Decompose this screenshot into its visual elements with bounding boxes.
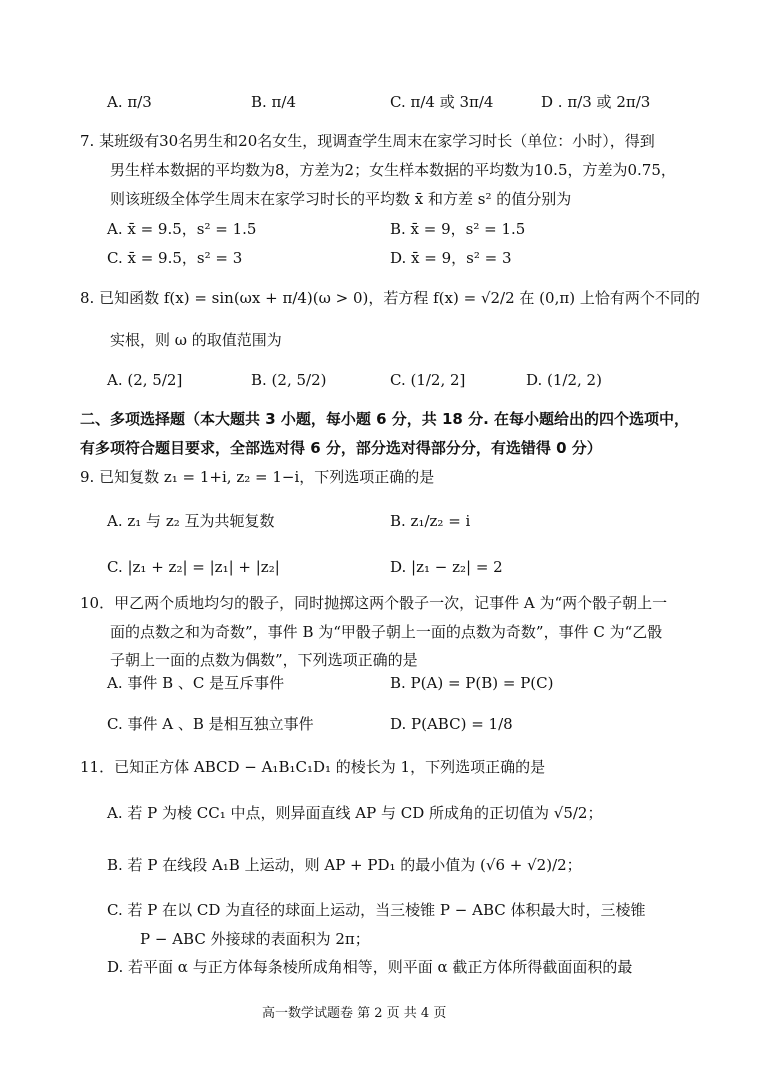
q10-option-b: B. P(A) = P(B) = P(C) [390,674,554,692]
q10-option-c: C. 事件 A 、B 是相互独立事件 [107,715,314,733]
q10-stem-line2: 面的点数之和为奇数”，事件 B 为“甲骰子朝上一面的点数为奇数”，事件 C 为“乙骰 [110,623,663,641]
q7-stem-line2: 男生样本数据的平均数为8，方差为2；女生样本数据的平均数为10.5，方差为0.75， [110,161,676,179]
q10-option-d: D. P(ABC) = 1/8 [390,715,513,733]
q7-option-c: C. x̄ = 9.5，s² = 3 [107,249,243,267]
q11-stem: 11．已知正方体 ABCD − A₁B₁C₁D₁ 的棱长为 1，下列选项正确的是 [80,758,546,776]
q8-option-a: A. (2, 5/2] [107,371,183,389]
q8-option-d: D. (1/2, 2) [526,371,602,389]
q11-option-b: B. 若 P 在线段 A₁B 上运动，则 AP + PD₁ 的最小值为 (√6 + √2)/2； [107,856,582,874]
section2-heading-line1: 二、多项选择题（本大题共 3 小题，每小题 6 分，共 18 分. 在每小题给出的四个选项中， [80,410,690,428]
q9-option-d: D. |z₁ − z₂| = 2 [390,558,503,576]
q6-option-a: A. π/3 [107,93,152,111]
page-footer: 高一数学试题卷 第 2 页 共 4 页 [262,1006,447,1021]
q8-option-b: B. (2, 5/2) [251,371,327,389]
q8-stem-line2: 实根，则 ω 的取值范围为 [110,331,282,349]
q7-option-a: A. x̄ = 9.5，s² = 1.5 [107,220,257,238]
q11-option-a: A. 若 P 为棱 CC₁ 中点，则异面直线 AP 与 CD 所成角的正切值为 √5/2； [107,804,603,822]
q7-option-b: B. x̄ = 9，s² = 1.5 [390,220,526,238]
q7-stem-line3: 则该班级全体学生周末在家学习时长的平均数 x̄ 和方差 s² 的值分别为 [110,190,572,208]
q11-option-c-line1: C. 若 P 在以 CD 为直径的球面上运动，当三棱锥 P − ABC 体积最大时，三棱锥 [107,901,646,919]
q10-option-a: A. 事件 B 、C 是互斥事件 [107,674,285,692]
q10-stem-line3: 子朝上一面的点数为偶数”，下列选项正确的是 [110,651,418,669]
q10-stem-line1: 10．甲乙两个质地均匀的骰子，同时抛掷这两个骰子一次，记事件 A 为“两个骰子朝上一 [80,594,668,612]
q11-option-d: D. 若平面 α 与正方体每条棱所成角相等，则平面 α 截正方体所得截面面积的最 [107,958,633,976]
q9-option-b: B. z₁/z₂ = i [390,512,471,530]
q9-stem: 9. 已知复数 z₁ = 1+i, z₂ = 1−i，下列选项正确的是 [80,468,435,486]
q6-option-b: B. π/4 [251,93,297,111]
q9-option-c: C. |z₁ + z₂| = |z₁| + |z₂| [107,558,280,576]
q8-stem-line1: 8. 已知函数 f(x) = sin(ωx + π/4)(ω > 0)，若方程 f(x) = √2/2 在 (0,π) 上恰有两个不同的 [80,289,700,307]
q6-option-d: D . π/3 或 2π/3 [541,93,651,111]
section2-heading-line2: 有多项符合题目要求，全部选对得 6 分，部分选对得部分分，有选错得 0 分） [80,439,602,457]
q7-stem-line1: 7. 某班级有30名男生和20名女生，现调查学生周末在家学习时长（单位：小时），得到 [80,132,655,150]
q6-option-c: C. π/4 或 3π/4 [390,93,494,111]
q7-option-d: D. x̄ = 9，s² = 3 [390,249,512,267]
q9-option-a: A. z₁ 与 z₂ 互为共轭复数 [107,512,275,530]
q11-option-c-line2: P − ABC 外接球的表面积为 2π； [140,930,370,948]
q8-option-c: C. (1/2, 2] [390,371,466,389]
